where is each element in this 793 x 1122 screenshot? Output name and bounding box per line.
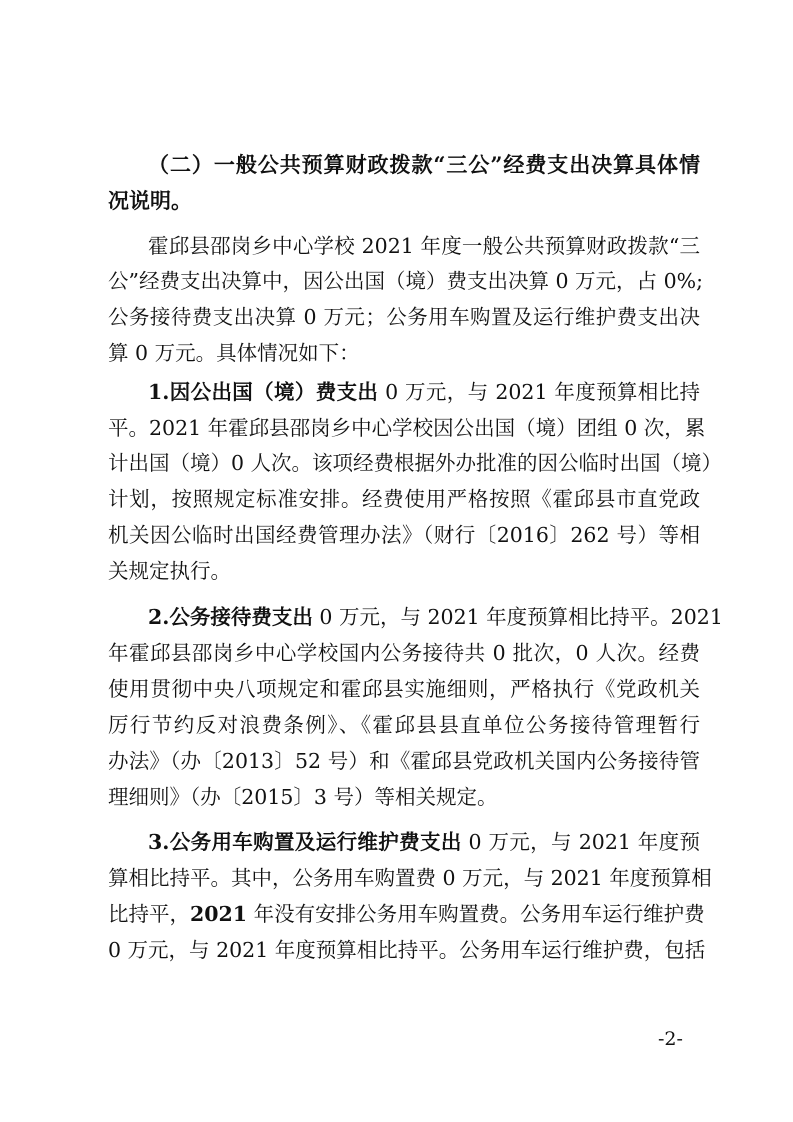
text-line: 公”经费支出决算中，因公出国（境）费支出决算 0 万元，占 0%;	[108, 269, 703, 293]
text-line: 年霍邱县邵岗乡中心学校国内公务接待共 0 批次，0 人次。经费	[108, 641, 700, 665]
item-3-title: 3.公务用车购置及运行维护费支出	[148, 830, 462, 854]
text-segment: 年没有安排公务用车购置费。公务用车运行维护费	[247, 902, 705, 926]
text-line: 办法》（办〔2013〕52 号）和《霍邱县党政机关国内公务接待管	[108, 749, 700, 773]
page-number: -2-	[658, 1028, 683, 1050]
text-line: 计划，按照规定标准安排。经费使用严格按照《霍邱县市直党政	[108, 487, 700, 511]
text-line: 算相比持平。其中，公务用车购置费 0 万元，与 2021 年度预算相	[108, 866, 712, 890]
text-line: 理细则》（办〔2015〕3 号）等相关规定。	[108, 785, 498, 809]
item-1-title: 1.因公出国（境）费支出	[148, 380, 379, 404]
text-line: 计出国（境）0 人次。该项经费根据外办批准的因公临时出国（境）	[108, 451, 723, 475]
text-line	[148, 604, 723, 630]
text-segment: 0 万元，与 2021 年度预	[461, 830, 700, 854]
text-line: 算 0 万元。具体情况如下：	[108, 341, 360, 365]
text-line: 平。2021 年霍邱县邵岗乡中心学校因公出国（境）团组 0 次，累	[108, 416, 706, 440]
text-line	[108, 901, 705, 927]
item-2-title: 2.公务接待费支出	[148, 605, 313, 629]
text-segment: 0 万元，与 2021 年度预算相比持平。2021	[312, 605, 723, 629]
text-line: 机关因公临时出国经费管理办法》（财行〔2016〕262 号）等相	[108, 523, 700, 547]
heading-line: （二）一般公共预算财政拨款“三公”经费支出决算具体情	[148, 152, 700, 177]
bold-year: 2021	[190, 902, 248, 926]
text-line: 使用贯彻中央八项规定和霍邱县实施细则，严格执行《党政机关	[108, 677, 700, 701]
text-line	[148, 379, 700, 405]
text-segment: 比持平，	[108, 902, 190, 926]
text-line: 公务接待费支出决算 0 万元；公务用车购置及运行维护费支出决	[108, 305, 700, 329]
text-segment: 0 万元，与 2021 年度预算相比持	[378, 380, 700, 404]
text-line	[148, 829, 700, 855]
heading-line: 况说明。	[108, 188, 192, 213]
text-line: 厉行节约反对浪费条例》、《霍邱县县直单位公务接待管理暂行	[108, 713, 700, 737]
text-line: 霍邱县邵岗乡中心学校 2021 年度一般公共预算财政拨款“三	[148, 234, 700, 258]
text-line: 关规定执行。	[108, 559, 231, 583]
text-line: 0 万元，与 2021 年度预算相比持平。公务用车运行维护费，包括	[108, 938, 706, 962]
